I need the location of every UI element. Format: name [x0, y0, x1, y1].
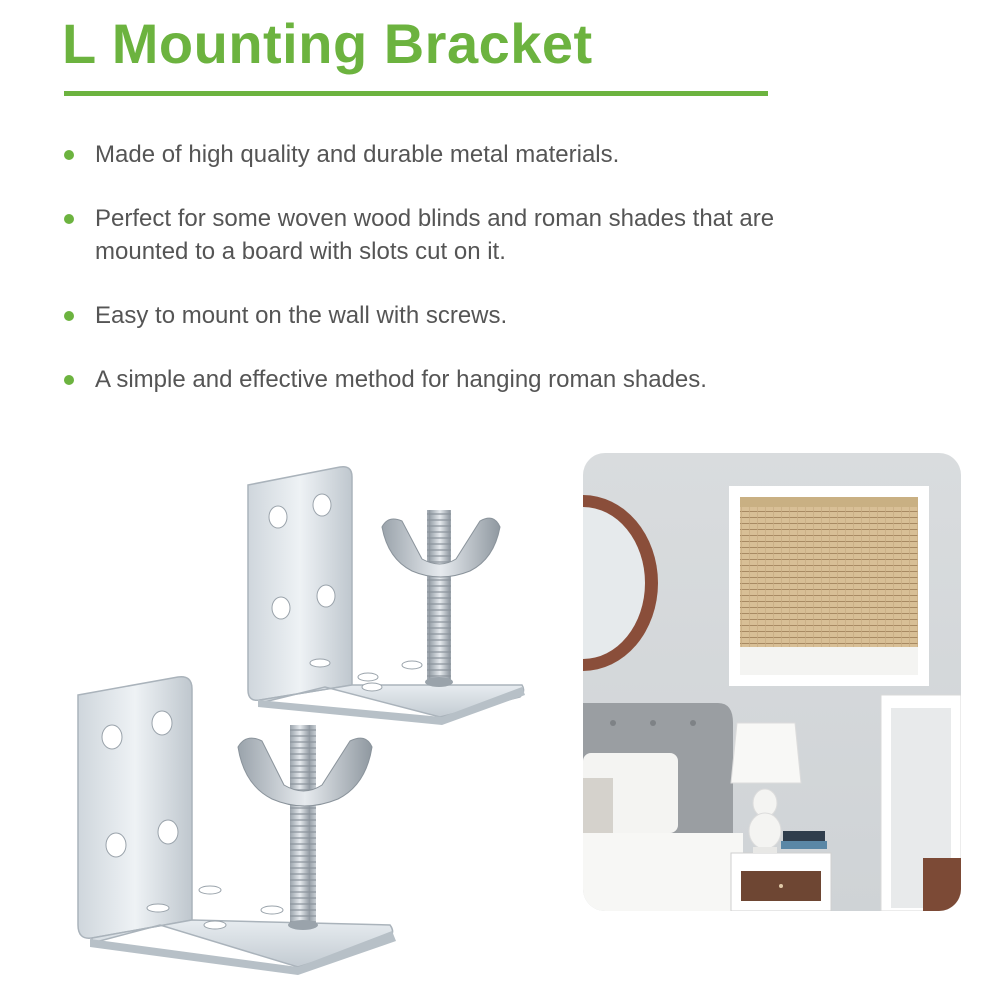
nightstand — [731, 853, 831, 911]
title-underline — [64, 91, 768, 96]
feature-list — [64, 138, 864, 427]
feature-item — [64, 202, 864, 268]
room-scene-image — [583, 453, 961, 911]
bracket-product-image — [70, 455, 540, 985]
window-with-shade — [729, 486, 929, 686]
bracket-front — [78, 677, 396, 975]
feature-text: Made of high quality and durable metal materials. — [95, 141, 620, 168]
feature-item — [64, 299, 864, 332]
feature-text: Easy to mount on the wall with screws. — [95, 302, 508, 329]
page-title: L Mounting Bracket — [62, 12, 593, 75]
feature-text: A simple and effective method for hanging roman shades. — [95, 366, 707, 393]
bullet-dot-icon — [64, 214, 74, 224]
bullet-dot-icon — [64, 311, 74, 321]
feature-text: Perfect for some woven wood blinds and roman shades that are mounted to a board with slots cut on it. — [95, 205, 775, 265]
bullet-dot-icon — [64, 375, 74, 385]
feature-item — [64, 363, 864, 396]
bullet-dot-icon — [64, 150, 74, 160]
feature-item — [64, 138, 864, 171]
bracket-back — [248, 467, 525, 725]
